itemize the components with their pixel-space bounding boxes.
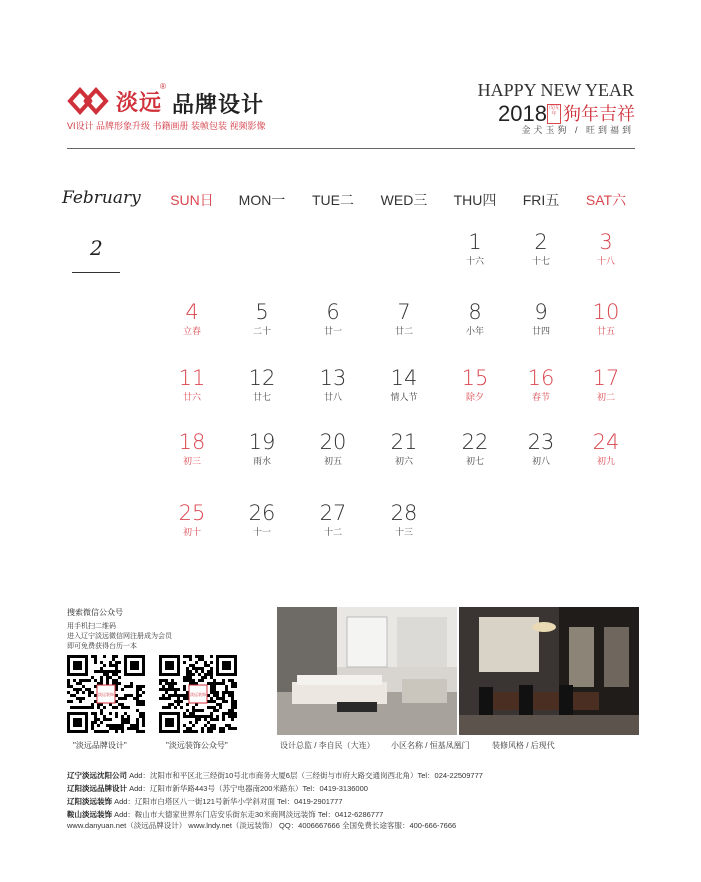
photo-caption: 装修风格 / 后现代 [492,741,555,750]
calendar-day-cell [227,301,297,337]
month-number: 2 [90,236,103,260]
day-number: 23 [527,430,555,454]
day-number: 7 [397,300,411,324]
day-number: 13 [319,366,347,390]
calendar-day-cell [227,431,297,467]
address-text: Add：鞍山市大德家世界东门店安乐街东走30米商网淡远装饰 Tel：0412-6286777 [112,810,384,819]
weekday-header: TUE二 [312,192,354,208]
lunar-date: 雨水 [252,456,271,466]
photo-caption: 小区名称 / 恒基凤凰门 [391,741,470,750]
address-line [67,796,343,807]
address-line [67,783,368,794]
calendar-day-cell [157,431,227,467]
brand-logo-icon [66,86,112,116]
year-seal-stamp: 戊戌年 [547,104,561,124]
qr-code-decoration [159,655,237,733]
lunar-date: 廿四 [531,326,550,336]
lunar-date: 廿一 [323,326,342,336]
svg-text:淡远装饰: 淡远装饰 [98,692,114,697]
lunar-date: 初五 [323,456,342,466]
calendar-day-cell [369,301,439,337]
day-number: 1 [468,230,482,254]
living-room-photo [277,607,457,735]
happy-new-year-title: HAPPY NEW YEAR [477,80,634,100]
day-number: 12 [248,366,276,390]
lunar-date: 小年 [465,326,484,336]
calendar-day-cell [440,367,510,403]
calendar-day-cell [506,301,576,337]
day-number: 6 [326,300,340,324]
calendar-day-cell [298,301,368,337]
weekday-header: THU四 [453,192,497,208]
company-name: 辽阳淡远装饰 [67,797,112,806]
lunar-date: 廿八 [323,392,342,402]
day-number: 15 [461,366,489,390]
lunar-date: 初八 [531,456,550,466]
address-text: Add：辽阳市白塔区八一街121号新华小学斜对面 Tel：0419-2901777 [112,797,343,806]
company-name: 辽宁淡远沈阳公司 [67,771,127,780]
lunar-date: 十一 [252,527,271,537]
day-number: 16 [527,366,555,390]
wechat-instruction: 用手机扫二维码 [67,623,116,630]
lunar-date: 十二 [323,527,342,537]
day-number: 27 [319,501,347,525]
calendar-day-cell [157,367,227,403]
qr-label: "淡远装饰公众号" [166,741,228,750]
calendar-day-cell [506,367,576,403]
wechat-title: 搜索微信公众号 [67,608,123,617]
calendar-day-cell [571,367,641,403]
contact-line: www.danyuan.net（淡远品牌设计） www.lndy.net（淡远装饰） QQ：4006667666 全国免费长途客服：400-666-7666 [67,821,457,830]
day-number: 5 [255,300,269,324]
lunar-date: 除夕 [465,392,484,402]
wechat-instruction: 即可免费获得台历一本 [67,643,137,650]
brand-title: 品牌设计 [172,92,265,117]
dining-room-photo [459,607,639,735]
day-number: 11 [178,366,206,390]
weekday-header: MON一 [238,192,286,208]
qr-label: "淡远品牌设计" [73,741,127,750]
day-number: 10 [592,300,620,324]
lunar-date: 二十 [252,326,271,336]
lunar-date: 廿七 [252,392,271,402]
day-number: 4 [185,300,199,324]
lunar-date: 十七 [531,256,550,266]
year-number: 2018 [498,101,547,126]
company-name: 辽阳淡远品牌设计 [67,784,127,793]
lunar-date: 廿五 [596,326,615,336]
lunar-date: 十八 [596,256,615,266]
day-number: 18 [178,430,206,454]
calendar-day-cell [298,431,368,467]
day-number: 25 [178,501,206,525]
weekday-header: SUN日 [170,192,214,208]
registered-mark: ® [160,82,166,91]
lunar-date: 初六 [394,456,413,466]
address-line [67,770,483,781]
day-number: 24 [592,430,620,454]
day-number: 14 [390,366,418,390]
address-line [67,809,383,820]
day-number: 3 [599,230,613,254]
header-divider [67,148,635,149]
calendar-day-cell [369,431,439,467]
lunar-date: 初二 [596,392,615,402]
day-number: 22 [461,430,489,454]
calendar-day-cell [440,231,510,267]
day-number: 2 [534,230,548,254]
lunar-date: 廿二 [394,326,413,336]
qr-code-brand-design [67,655,145,733]
day-number: 26 [248,501,276,525]
calendar-day-cell [571,231,641,267]
month-name: February [62,188,141,208]
lunar-date: 初十 [182,527,201,537]
wechat-instruction: 进入辽宁淡远微信网注册成为会员 [67,633,172,640]
svg-text:淡远装饰: 淡远装饰 [190,692,206,697]
calendar-day-cell [506,431,576,467]
day-number: 28 [390,501,418,525]
day-number: 8 [468,300,482,324]
weekday-header: SAT六 [585,192,627,208]
logo-text: 淡远 [116,90,163,115]
calendar-day-cell [298,367,368,403]
lunar-date: 立春 [182,326,201,336]
calendar-day-cell [506,231,576,267]
lunar-date: 初七 [465,456,484,466]
day-number: 9 [534,300,548,324]
calendar-day-cell [440,431,510,467]
address-text: Add：辽阳市新华路443号（苏宁电器南200米路东）Tel：0419-3136000 [127,784,368,793]
calendar-day-cell [440,301,510,337]
calendar-day-cell [571,431,641,467]
brand-services: VI设计 品牌形象升级 书籍画册 装帧包装 视频影像 [67,121,266,131]
calendar-day-cell [227,367,297,403]
lunar-date: 廿六 [182,392,201,402]
lunar-date: 初三 [182,456,201,466]
month-underline [72,272,120,273]
weekday-header: FRI五 [522,192,560,208]
photo-caption: 设计总监 / 李自民（大连） [280,741,375,750]
company-name: 鞍山淡远装饰 [67,810,112,819]
day-number: 21 [390,430,418,454]
calendar-day-cell [157,502,227,538]
calendar-day-cell [298,502,368,538]
weekday-header: WED三 [380,192,428,208]
day-number: 19 [248,430,276,454]
lunar-date: 情人节 [390,392,418,402]
calendar-day-cell [369,502,439,538]
calendar-day-cell [571,301,641,337]
calendar-day-cell [369,367,439,403]
calendar-day-cell [227,502,297,538]
year-subtitle: 金犬玉狗 / 旺到福到 [521,125,634,135]
lunar-date: 春节 [531,392,550,402]
lunar-date: 初九 [596,456,615,466]
calendar-day-cell [157,301,227,337]
lunar-date: 十六 [465,256,484,266]
address-text: Add：沈阳市和平区北三经街10号北市商务大厦6层（三经街与市府大路交通岗西北角）Tel：024-22509777 [127,771,483,780]
day-number: 17 [592,366,620,390]
year-greeting: 狗年吉祥 [563,104,635,125]
lunar-date: 十三 [394,527,413,537]
day-number: 20 [319,430,347,454]
